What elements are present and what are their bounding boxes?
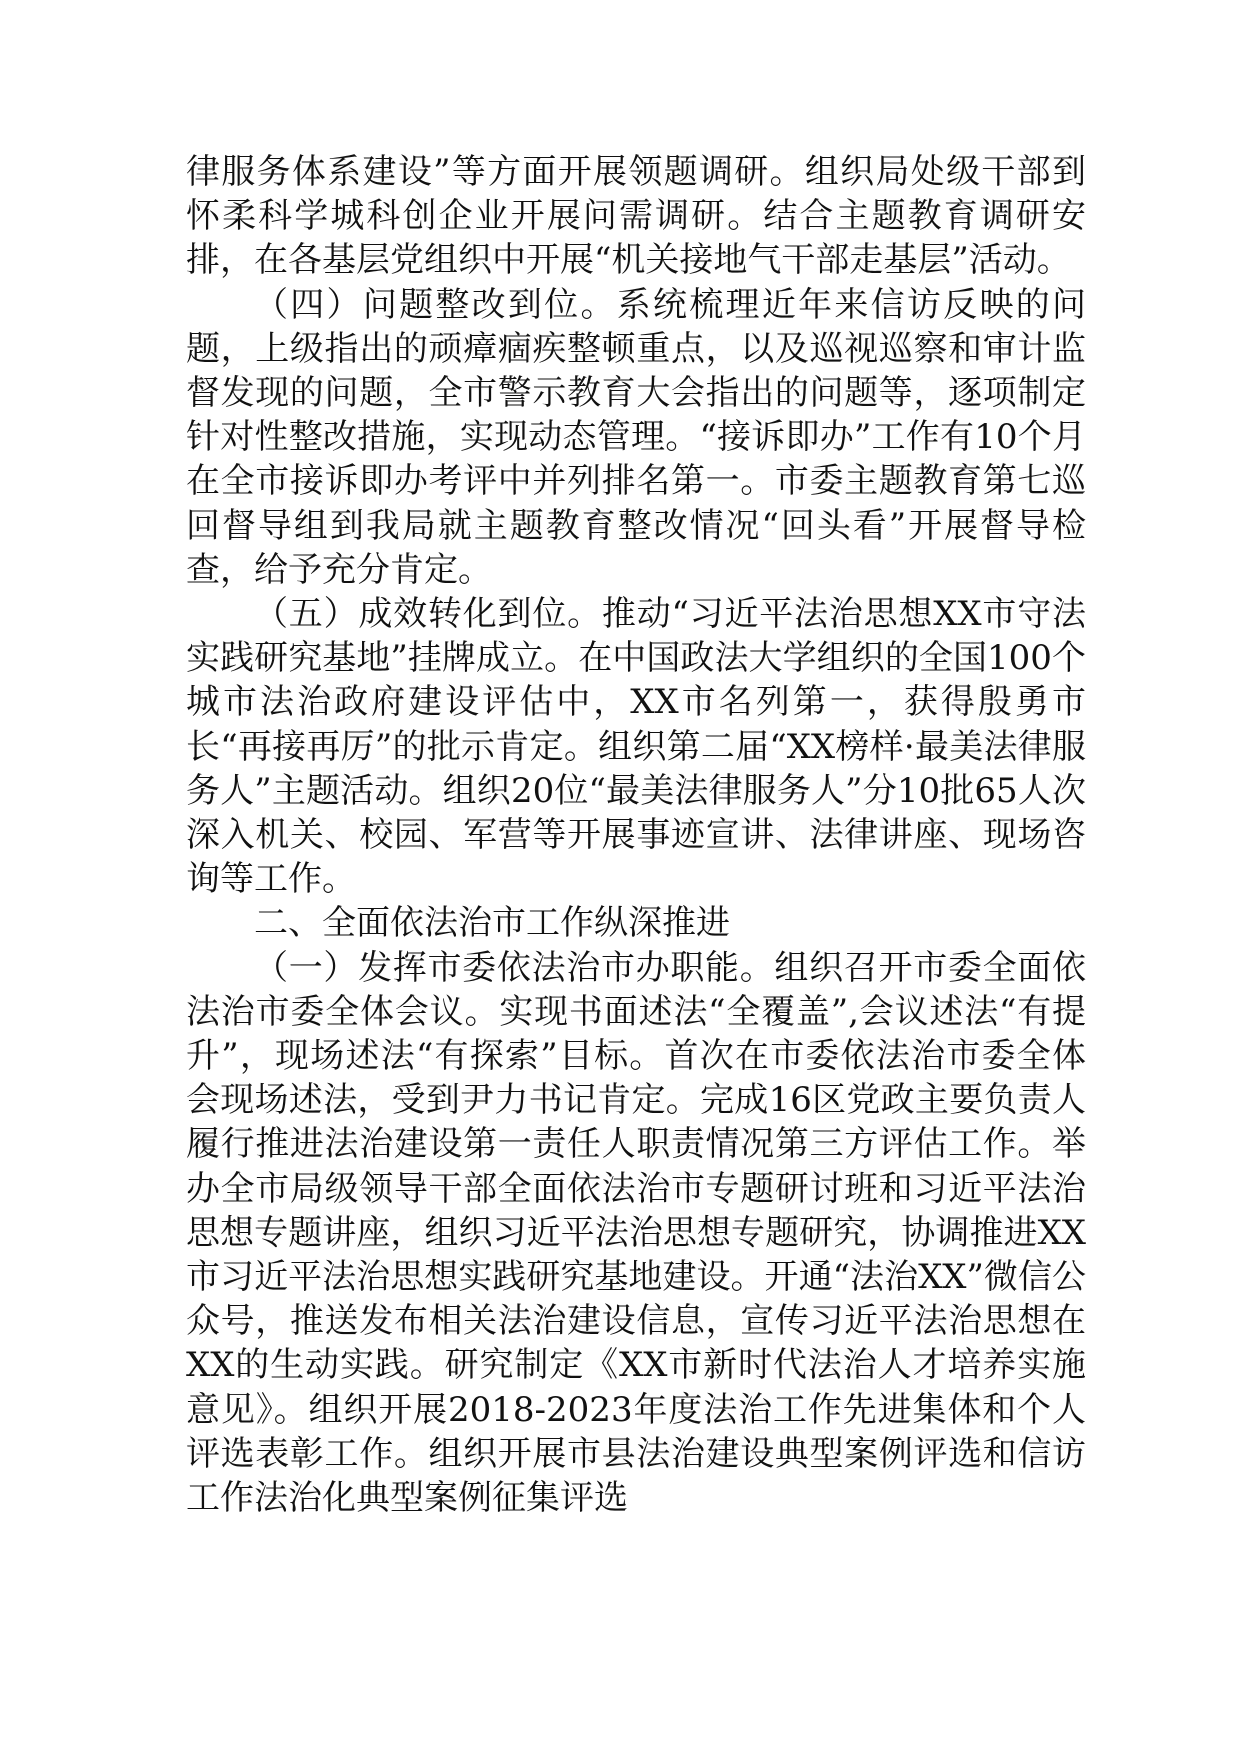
paragraph-section-four: （四）问题整改到位。系统梳理近年来信访反映的问题，上级指出的顽瘴痼疾整顿重点，以及巡视巡察和审计监督发现的问题，全市警示教育大会指出的问题等，逐项制定针对性整改措施，实现动态管理。“接诉即办”工作有10个月在全市接诉即办考评中并列排名第一。市委主题教育第七巡回督导组到我局就主题教育整改情况“回头看”开展督导检查，给予充分肯定。 [186,284,1086,590]
paragraph-continuation: 律服务体系建设”等方面开展领题调研。组织局处级干部到怀柔科学城科创企业开展问需调研。结合主题教育调研安排，在各基层党组织中开展“机关接地气干部走基层”活动。 [186,152,1086,281]
paragraph-section-five: （五）成效转化到位。推动“习近平法治思想XX市守法实践研究基地”挂牌成立。在中国政法大学组织的全国100个城市法治政府建设评估中，XX市名列第一，获得殷勇市长“再接再厉”的批示肯定。组织第二届“XX榜样·最美法律服务人”主题活动。组织20位“最美法律服务人”分10批65人次深入机关、校园、军营等开展事迹宣讲、法律讲座、现场咨询等工作。 [186,594,1086,900]
document-body [186,150,1086,1520]
section-heading-two: 二、全面依法治市工作纵深推进 [254,903,730,944]
paragraph-subsection-one: （一）发挥市委依法治市办职能。组织召开市委全面依法治市委全体会议。实现书面述法“全覆盖”,会议述法“有提升”，现场述法“有探索”目标。首次在市委依法治市委全体会现场述法，受到尹力书记肯定。完成16区党政主要负责人履行推进法治建设第一责任人职责情况第三方评估工作。举办全市局级领导干部全面依法治市专题研讨班和习近平法治思想专题讲座，组织习近平法治思想专题研究，协调推进XX市习近平法治思想实践研究基地建设。开通“法治XX”微信公众号，推送发布相关法治建设信息，宣传习近平法治思想在XX的生动实践。研究制定《XX市新时代法治人才培养实施意见》。组织开展2018-2023年度法治工作先进集体和个人评选表彰工作。组织开展市县法治建设典型案例评选和信访工作法治化典型案例征集评选 [186,947,1086,1519]
